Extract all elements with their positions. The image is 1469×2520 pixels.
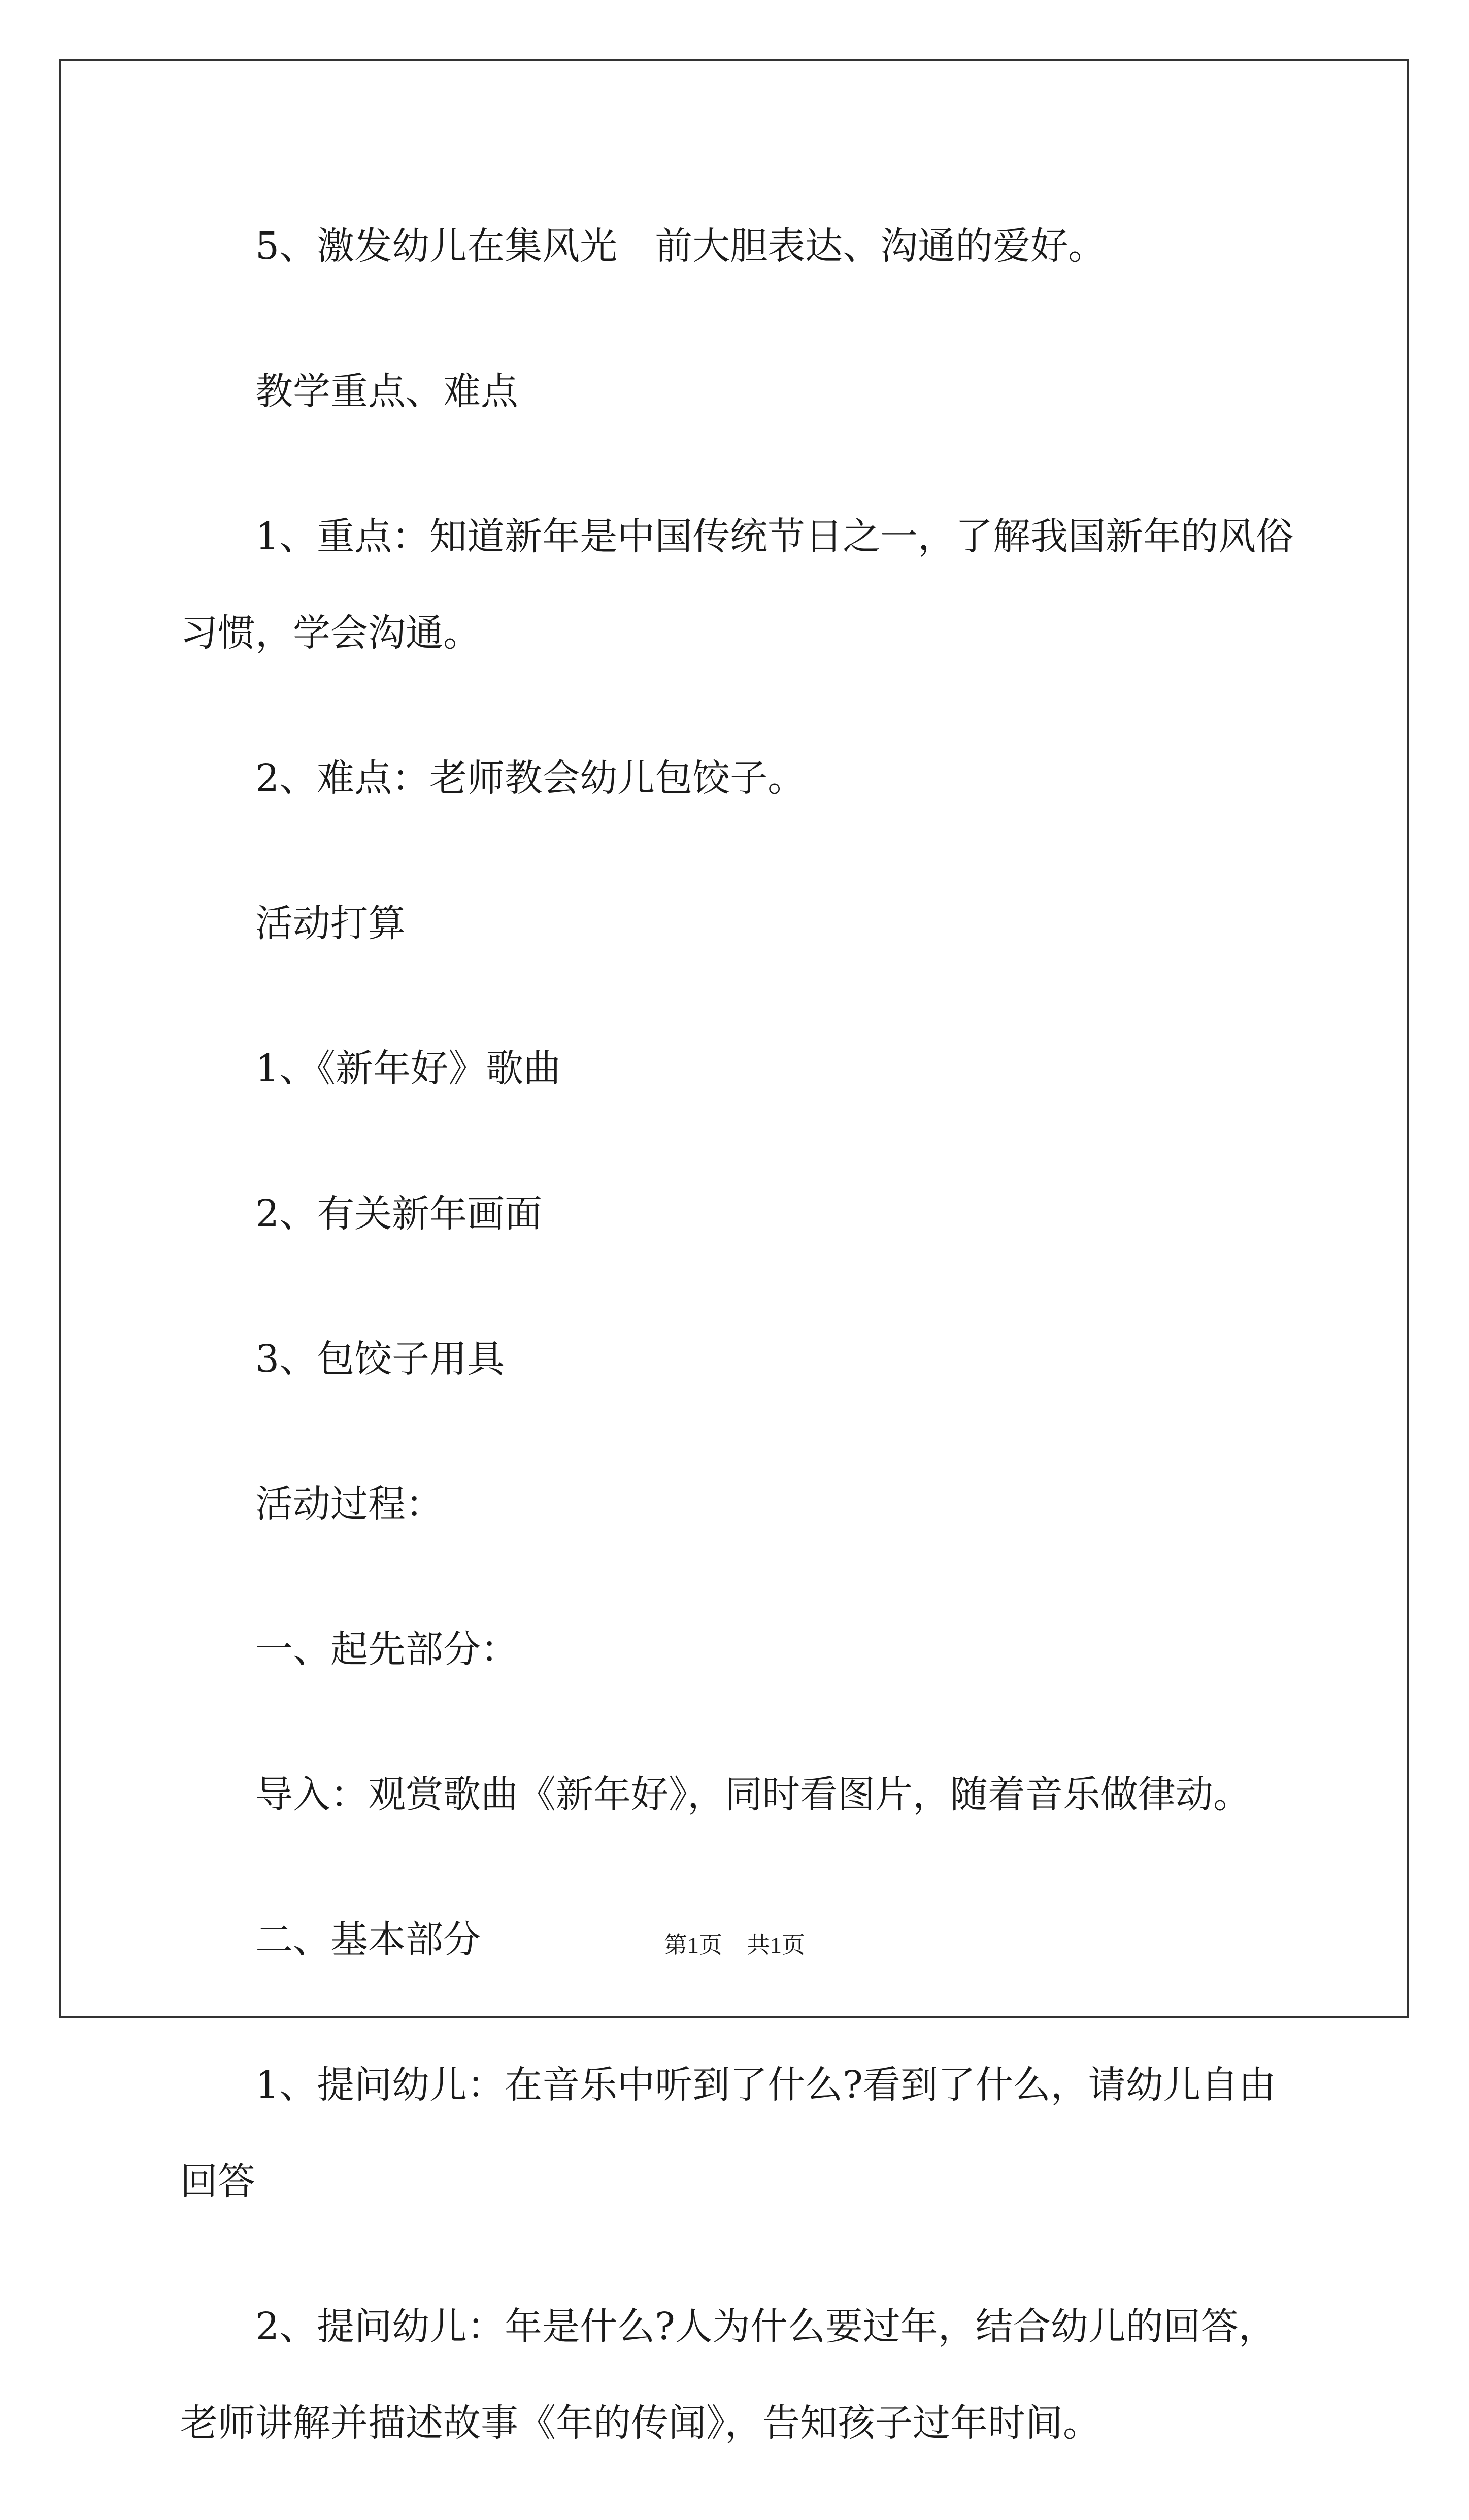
page-footer [0,1927,1469,1960]
paragraph: 2、难点：老师教会幼儿包饺子。 [255,756,806,800]
section-heading: 一、起先部分： [255,1628,518,1671]
paragraph: 1、重点：知道新年是中国传统节日之一，了解我国新年的风俗习惯，学会沟通。 [180,515,1294,655]
section-heading: 二、基本部分 [255,1918,481,1962]
document-body [180,198,1297,2520]
section-heading: 教学重点、难点 [255,370,518,413]
section-heading: 活动过程： [255,1482,443,1526]
paragraph: 1、提问幼儿：在音乐中听到了什么?看到了什么，请幼儿自由回答 [180,2063,1276,2203]
list-item: 1、《新年好》歌曲 [255,1047,561,1090]
paragraph: 导入：观赏歌曲《新年好》，同时看图片，随着音乐做律动。 [255,1773,1251,1816]
page-number-current: 第1页 [664,1932,722,1958]
section-heading: 活动打算 [255,902,406,945]
paragraph: 5、激发幼儿在集风光 前大胆表达、沟通的爱好。 [255,224,1106,268]
list-item: 3、包饺子用具 [255,1337,505,1381]
page-number-total: 共1页 [747,1932,805,1958]
paragraph: 2、提问幼儿：年是什么?人为什么要过年，结合幼儿的回答，老师讲解并描述故事《年的传闻》，告知孩子过年时间。 [180,2305,1276,2445]
list-item: 2、有关新年画面 [255,1192,543,1236]
